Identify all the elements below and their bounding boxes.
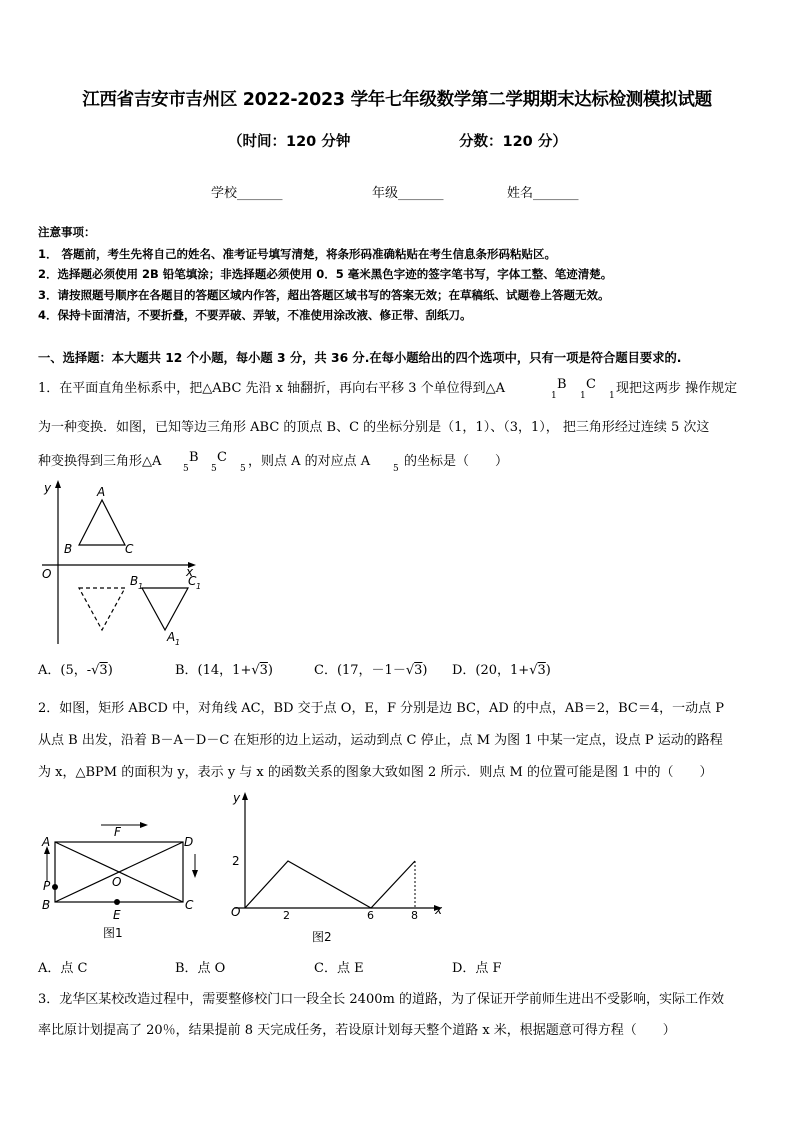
x-label: x xyxy=(435,903,443,917)
q1-line3: 种变换得到三角形△A xyxy=(38,454,162,469)
label-e: E xyxy=(113,908,121,922)
q1-sub: 1 xyxy=(609,391,615,401)
q1-sub: 1 xyxy=(580,391,586,401)
label-d: D xyxy=(184,835,194,849)
label-b: B xyxy=(42,898,51,912)
close-paren: ) xyxy=(267,663,273,678)
exam-score: 分数：120 分） xyxy=(459,134,567,150)
y-axis-arrow xyxy=(55,480,61,488)
note-item: 4．保持卡面清洁，不要折叠，不要弄破、弄皱，不准使用涂改液、修正带、刮纸刀。 xyxy=(38,308,472,322)
note-item: 1． 答题前，考生先将自己的姓名、准考证号填写清楚，将条形码准确粘贴在考生信息条形码粘贴区。 xyxy=(38,247,556,261)
point-b1-label: B xyxy=(130,574,139,588)
name-field: 姓名_______ xyxy=(507,186,579,201)
option-text: C．(17，－1－ xyxy=(314,663,406,678)
grade-field: 年级_______ xyxy=(372,186,444,201)
label-p: P xyxy=(43,879,51,893)
y-label: y xyxy=(233,791,241,805)
x-tick-8: 8 xyxy=(411,909,418,922)
label-a: A xyxy=(42,835,51,849)
sqrt-sign: √ xyxy=(251,663,260,678)
caption-fig1: 图1 xyxy=(103,926,123,940)
q1-line2: 为一种变换．如图，已知等边三角形 ABC 的顶点 B、C 的坐标分别是（1，1）、（3，1）， 把三角形经过连续 5 次这 xyxy=(38,420,710,435)
q3-line2: 率比原计划提高了 20％，结果提前 8 天完成任务，若设原计划每天整个道路 x 米，根据题意可得方程（ ） xyxy=(38,1023,676,1038)
subscript: 1 xyxy=(138,582,144,591)
q1-figure xyxy=(30,478,200,648)
subscript: 1 xyxy=(196,582,202,591)
q2-option-a[interactable]: A．点 C xyxy=(38,961,88,976)
option-text: B．(14，1+ xyxy=(175,663,252,678)
radicand: 3 xyxy=(537,663,546,678)
x-label: x xyxy=(186,565,194,579)
triangle-a1b1c1 xyxy=(142,588,188,630)
q1-option-a[interactable] xyxy=(38,659,113,678)
q1-option-d[interactable] xyxy=(452,659,551,678)
q2-figure-2 xyxy=(228,786,448,946)
q1-letter-b: B xyxy=(189,450,199,465)
q2-line1: 2．如图，矩形 ABCD 中，对角线 AC，BD 交于点 O，E，F 分别是边 BC，AD 的中点，AB＝2，BC＝4，一动点 P xyxy=(38,701,725,716)
q2-option-d[interactable]: D．点 F xyxy=(452,961,502,976)
q1-line1-tail: 现把这两步 操作规定 xyxy=(616,381,738,396)
label-f: F xyxy=(114,825,121,839)
arrow-down-head xyxy=(192,870,198,878)
q1-sub: 5 xyxy=(183,464,189,474)
sqrt-sign: √ xyxy=(91,663,100,678)
point-b-label: B xyxy=(64,542,73,556)
q1-sub: 5 xyxy=(240,464,246,474)
q2-line2: 从点 B 出发，沿着 B－A－D－C 在矩形的边上运动，运动到点 C 停止，点 M 为图 1 中某一定点，设点 P 运动的路程 xyxy=(38,733,723,748)
sqrt-sign: √ xyxy=(529,663,538,678)
point-a1-label: A xyxy=(167,630,176,644)
q1-line1: 1．在平面直角坐标系中，把△ABC 先沿 x 轴翻折，再向右平移 3 个单位得到△A xyxy=(38,381,506,396)
close-paren: ) xyxy=(545,663,551,678)
q2-line3: 为 x，△BPM 的面积为 y，表示 y 与 x 的函数关系的图象大致如图 2 所示．则点 M 的位置可能是图 1 中的（ ） xyxy=(38,765,713,780)
q1-sub: 5 xyxy=(393,464,399,474)
point-e xyxy=(114,899,120,905)
section-heading: 一、选择题：本大题共 12 个小题，每小题 3 分，共 36 分.在每小题给出的四个选项中，只有一项是符合题目要求的. xyxy=(38,351,682,365)
q1-line3-tail: 的坐标是（ ） xyxy=(404,454,509,469)
radicand: 3 xyxy=(99,663,108,678)
x-tick-2: 2 xyxy=(283,909,290,922)
point-c-label: C xyxy=(125,542,134,556)
note-item: 3．请按照题号顺序在各题目的答题区域内作答，超出答题区域书写的答案无效；在草稿纸、试题卷上答题无效。 xyxy=(38,288,610,302)
label-o: O xyxy=(112,875,122,889)
q1-line3-mid: ，则点 A 的对应点 A xyxy=(248,454,371,469)
y-tick-2: 2 xyxy=(232,854,240,868)
q1-sub: 5 xyxy=(211,464,217,474)
arrow-f-head xyxy=(140,822,148,828)
close-paren: ) xyxy=(107,663,113,678)
point-a-label: A xyxy=(97,485,106,499)
q1-option-b[interactable] xyxy=(175,659,273,678)
q1-letter-b: B xyxy=(557,377,567,392)
q1-option-c[interactable] xyxy=(314,659,428,678)
subscript: 1 xyxy=(175,638,181,647)
radicand: 3 xyxy=(259,663,268,678)
label-c: C xyxy=(185,898,194,912)
triangle-abc xyxy=(79,500,125,545)
q2-option-b[interactable]: B．点 O xyxy=(175,961,226,976)
school-field: 学校_______ xyxy=(211,186,283,201)
q1-sub: 1 xyxy=(551,391,557,401)
q3-line1: 3．龙华区某校改造过程中，需要整修校门口一段全长 2400m 的道路，为了保证开学前师生进出不受影响，实际工作效 xyxy=(38,992,724,1007)
radicand: 3 xyxy=(414,663,423,678)
notes-heading: 注意事项： xyxy=(38,225,96,239)
triangle-reflected xyxy=(79,588,125,630)
option-text: A．(5，- xyxy=(38,663,92,678)
q2-option-c[interactable]: C．点 E xyxy=(314,961,364,976)
y-label: y xyxy=(44,481,52,495)
caption-fig2: 图2 xyxy=(312,930,332,944)
exam-time: （时间：120 分钟 xyxy=(228,134,351,150)
y-axis-arrow xyxy=(242,792,248,800)
option-text: D．(20，1+ xyxy=(452,663,530,678)
origin-label: O xyxy=(231,905,241,919)
note-item: 2．选择题必须使用 2B 铅笔填涂；非选择题必须使用 0．5 毫米黑色字迹的签字笔书写，字体工整、笔迹清楚。 xyxy=(38,267,613,281)
function-graph xyxy=(245,861,415,908)
x-tick-6: 6 xyxy=(367,909,374,922)
q2-figure-1 xyxy=(36,816,206,944)
q1-letter-c: C xyxy=(586,377,596,392)
page-title: 江西省吉安市吉州区 2022-2023 学年七年级数学第二学期期末达标检测模拟试题 xyxy=(82,90,712,110)
point-c1-label: C xyxy=(188,574,197,588)
close-paren: ) xyxy=(422,663,428,678)
origin-label: O xyxy=(42,567,52,581)
point-p xyxy=(52,884,58,890)
q1-letter-c: C xyxy=(217,450,227,465)
sqrt-sign: √ xyxy=(405,663,415,678)
